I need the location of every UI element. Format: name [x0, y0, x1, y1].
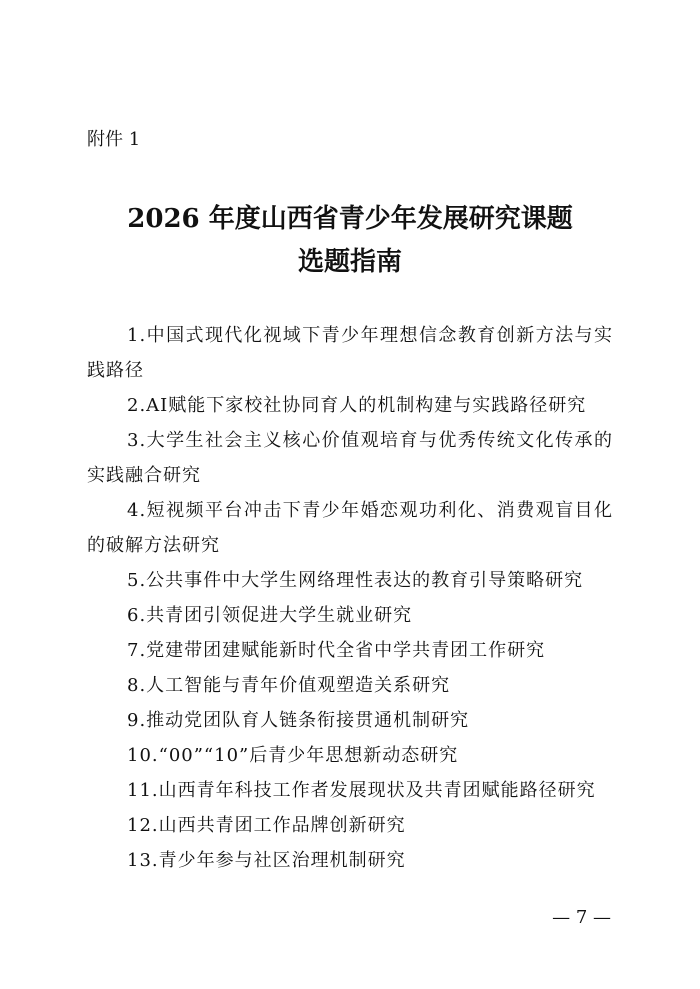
page-number: — 7 — [552, 907, 611, 928]
topic-item-13: 13.青少年参与社区治理机制研究 [127, 850, 406, 871]
document-title-line-1: 2026 年度山西省青少年发展研究课题 [127, 204, 573, 234]
topic-item-10: 10.“00”“10”后青少年思想新动态研究 [127, 745, 459, 766]
topic-item-1: 1.中国式现代化视域下青少年理想信念教育创新方法与实践路径 [87, 325, 613, 381]
topic-item-6: 6.共青团引领促进大学生就业研究 [127, 605, 413, 626]
topic-item-2: 2.AI赋能下家校社协同育人的机制构建与实践路径研究 [127, 395, 587, 416]
topic-item-8: 8.人工智能与青年价值观塑造关系研究 [127, 675, 451, 696]
topic-item-12: 12.山西共青团工作品牌创新研究 [127, 815, 406, 836]
topic-item-9: 9.推动党团队育人链条衔接贯通机制研究 [127, 710, 470, 731]
topic-item-5: 5.公共事件中大学生网络理性表达的教育引导策略研究 [127, 570, 584, 591]
document-title-line-2: 选题指南 [297, 247, 402, 277]
topic-item-4: 4.短视频平台冲击下青少年婚恋观功利化、消费观盲目化的破解方法研究 [87, 500, 613, 556]
topic-item-3: 3.大学生社会主义核心价值观培育与优秀传统文化传承的实践融合研究 [87, 430, 613, 486]
topic-item-7: 7.党建带团建赋能新时代全省中学共青团工作研究 [127, 640, 546, 661]
topic-list [87, 318, 613, 878]
topic-item-11: 11.山西青年科技工作者发展现状及共青团赋能路径研究 [127, 780, 596, 801]
attachment-label: 附件 1 [87, 129, 141, 150]
